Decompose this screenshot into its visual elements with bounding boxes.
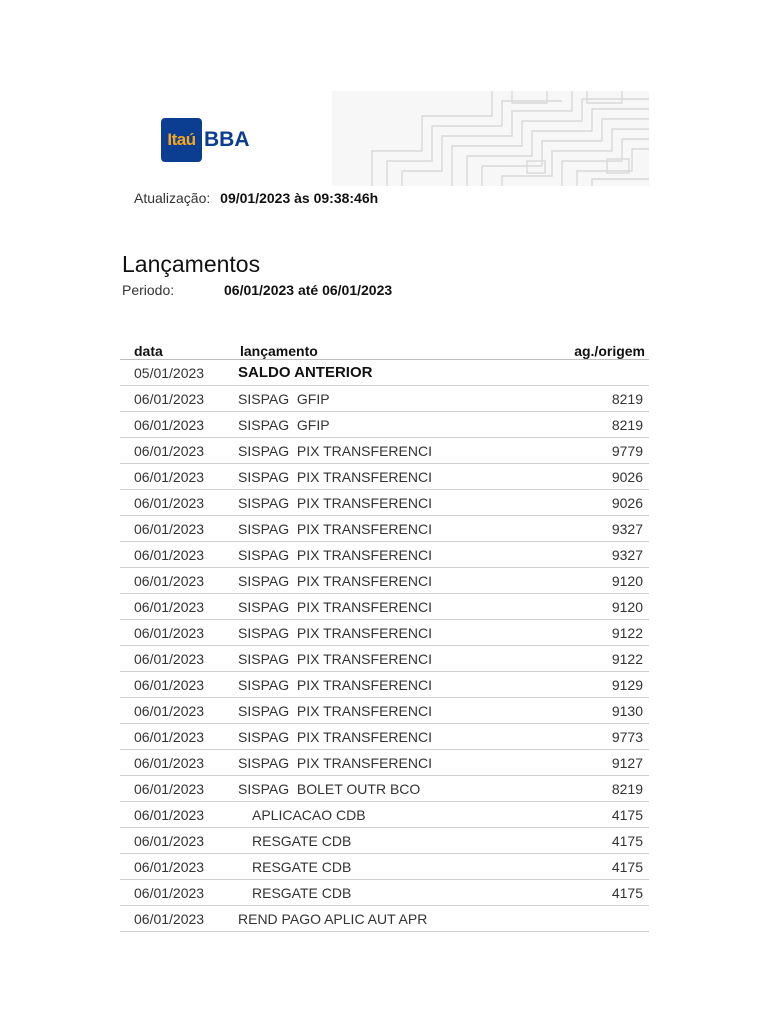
cell-lancamento: SALDO ANTERIOR <box>236 360 520 386</box>
header-lancamento: lançamento <box>236 339 520 360</box>
cell-ag: 9026 <box>520 464 649 490</box>
cell-lancamento: SISPAG PIX TRANSFERENCI <box>236 464 520 490</box>
cell-ag: 8219 <box>520 776 649 802</box>
cell-lancamento: SISPAG GFIP <box>236 412 520 438</box>
cell-ag: 9779 <box>520 438 649 464</box>
cell-data: 06/01/2023 <box>120 386 236 412</box>
cell-lancamento: RESGATE CDB <box>236 854 520 880</box>
header-pattern <box>332 91 649 186</box>
cell-ag: 8219 <box>520 412 649 438</box>
cell-lancamento: RESGATE CDB <box>236 828 520 854</box>
cell-ag: 4175 <box>520 854 649 880</box>
table-row <box>120 568 649 594</box>
cell-ag: 9026 <box>520 490 649 516</box>
cell-data: 06/01/2023 <box>120 802 236 828</box>
cell-ag: 9120 <box>520 594 649 620</box>
cell-ag: 4175 <box>520 802 649 828</box>
table-row <box>120 750 649 776</box>
cell-ag: 9773 <box>520 724 649 750</box>
cell-ag: 4175 <box>520 880 649 906</box>
cell-ag: 9122 <box>520 620 649 646</box>
cell-data: 06/01/2023 <box>120 854 236 880</box>
table-row <box>120 724 649 750</box>
table-row <box>120 906 649 932</box>
table-row <box>120 672 649 698</box>
update-line <box>134 190 378 206</box>
cell-lancamento: SISPAG PIX TRANSFERENCI <box>236 438 520 464</box>
table-row <box>120 542 649 568</box>
cell-data: 06/01/2023 <box>120 620 236 646</box>
header-ag-origem: ag./origem <box>520 339 649 360</box>
itau-bba-logo <box>161 118 250 162</box>
table-row <box>120 620 649 646</box>
cell-lancamento: SISPAG PIX TRANSFERENCI <box>236 620 520 646</box>
cell-data: 06/01/2023 <box>120 542 236 568</box>
logo-itau-text: Itaú <box>167 130 196 149</box>
table-row <box>120 828 649 854</box>
cell-ag <box>520 360 649 386</box>
cell-data: 06/01/2023 <box>120 438 236 464</box>
cell-lancamento: SISPAG PIX TRANSFERENCI <box>236 594 520 620</box>
cell-lancamento: REND PAGO APLIC AUT APR <box>236 906 520 932</box>
cell-data: 06/01/2023 <box>120 646 236 672</box>
cell-lancamento: SISPAG PIX TRANSFERENCI <box>236 750 520 776</box>
cell-lancamento: SISPAG PIX TRANSFERENCI <box>236 568 520 594</box>
table-row <box>120 802 649 828</box>
cell-data: 06/01/2023 <box>120 724 236 750</box>
table-row <box>120 464 649 490</box>
cell-ag: 9127 <box>520 750 649 776</box>
cell-data: 06/01/2023 <box>120 412 236 438</box>
cell-lancamento: SISPAG PIX TRANSFERENCI <box>236 490 520 516</box>
page-title: Lançamentos <box>122 251 261 277</box>
cell-ag: 9327 <box>520 516 649 542</box>
cell-lancamento: SISPAG PIX TRANSFERENCI <box>236 542 520 568</box>
cell-lancamento: SISPAG PIX TRANSFERENCI <box>236 724 520 750</box>
cell-ag: 4175 <box>520 828 649 854</box>
table-row <box>120 516 649 542</box>
cell-data: 05/01/2023 <box>120 360 236 386</box>
cell-data: 06/01/2023 <box>120 672 236 698</box>
cell-ag: 9130 <box>520 698 649 724</box>
cell-ag: 8219 <box>520 386 649 412</box>
cell-data: 06/01/2023 <box>120 750 236 776</box>
cell-data: 06/01/2023 <box>120 776 236 802</box>
update-value: 09/01/2023 às 09:38:46h <box>220 190 379 206</box>
update-label: Atualização: <box>134 190 211 206</box>
cell-ag <box>520 906 649 932</box>
cell-ag: 9129 <box>520 672 649 698</box>
table-row <box>120 438 649 464</box>
table-row <box>120 360 649 386</box>
table-row <box>120 698 649 724</box>
cell-data: 06/01/2023 <box>120 464 236 490</box>
cell-data: 06/01/2023 <box>120 880 236 906</box>
table-row <box>120 490 649 516</box>
cell-lancamento: SISPAG PIX TRANSFERENCI <box>236 646 520 672</box>
table-row <box>120 386 649 412</box>
table-row <box>120 646 649 672</box>
cell-ag: 9122 <box>520 646 649 672</box>
cell-data: 06/01/2023 <box>120 568 236 594</box>
transactions-table <box>120 339 649 932</box>
cell-data: 06/01/2023 <box>120 516 236 542</box>
cell-data: 06/01/2023 <box>120 594 236 620</box>
period-value: 06/01/2023 até 06/01/2023 <box>224 282 393 298</box>
cell-data: 06/01/2023 <box>120 828 236 854</box>
cell-lancamento: SISPAG GFIP <box>236 386 520 412</box>
cell-lancamento: SISPAG PIX TRANSFERENCI <box>236 698 520 724</box>
maze-pattern-graphic <box>332 91 649 186</box>
table-row <box>120 776 649 802</box>
cell-ag: 9120 <box>520 568 649 594</box>
logo-bba-text: BBA <box>204 128 250 151</box>
period-label: Periodo: <box>122 282 175 298</box>
cell-lancamento: APLICACAO CDB <box>236 802 520 828</box>
cell-lancamento: RESGATE CDB <box>236 880 520 906</box>
header-data: data <box>120 339 236 360</box>
itau-logo-box <box>161 118 202 162</box>
cell-data: 06/01/2023 <box>120 698 236 724</box>
cell-data: 06/01/2023 <box>120 490 236 516</box>
period-line <box>122 282 522 298</box>
table-row <box>120 880 649 906</box>
cell-lancamento: SISPAG PIX TRANSFERENCI <box>236 516 520 542</box>
table-row <box>120 854 649 880</box>
cell-lancamento: SISPAG PIX TRANSFERENCI <box>236 672 520 698</box>
cell-data: 06/01/2023 <box>120 906 236 932</box>
cell-lancamento: SISPAG BOLET OUTR BCO <box>236 776 520 802</box>
table-row <box>120 412 649 438</box>
table-header-row <box>120 339 649 360</box>
table-row <box>120 594 649 620</box>
cell-ag: 9327 <box>520 542 649 568</box>
